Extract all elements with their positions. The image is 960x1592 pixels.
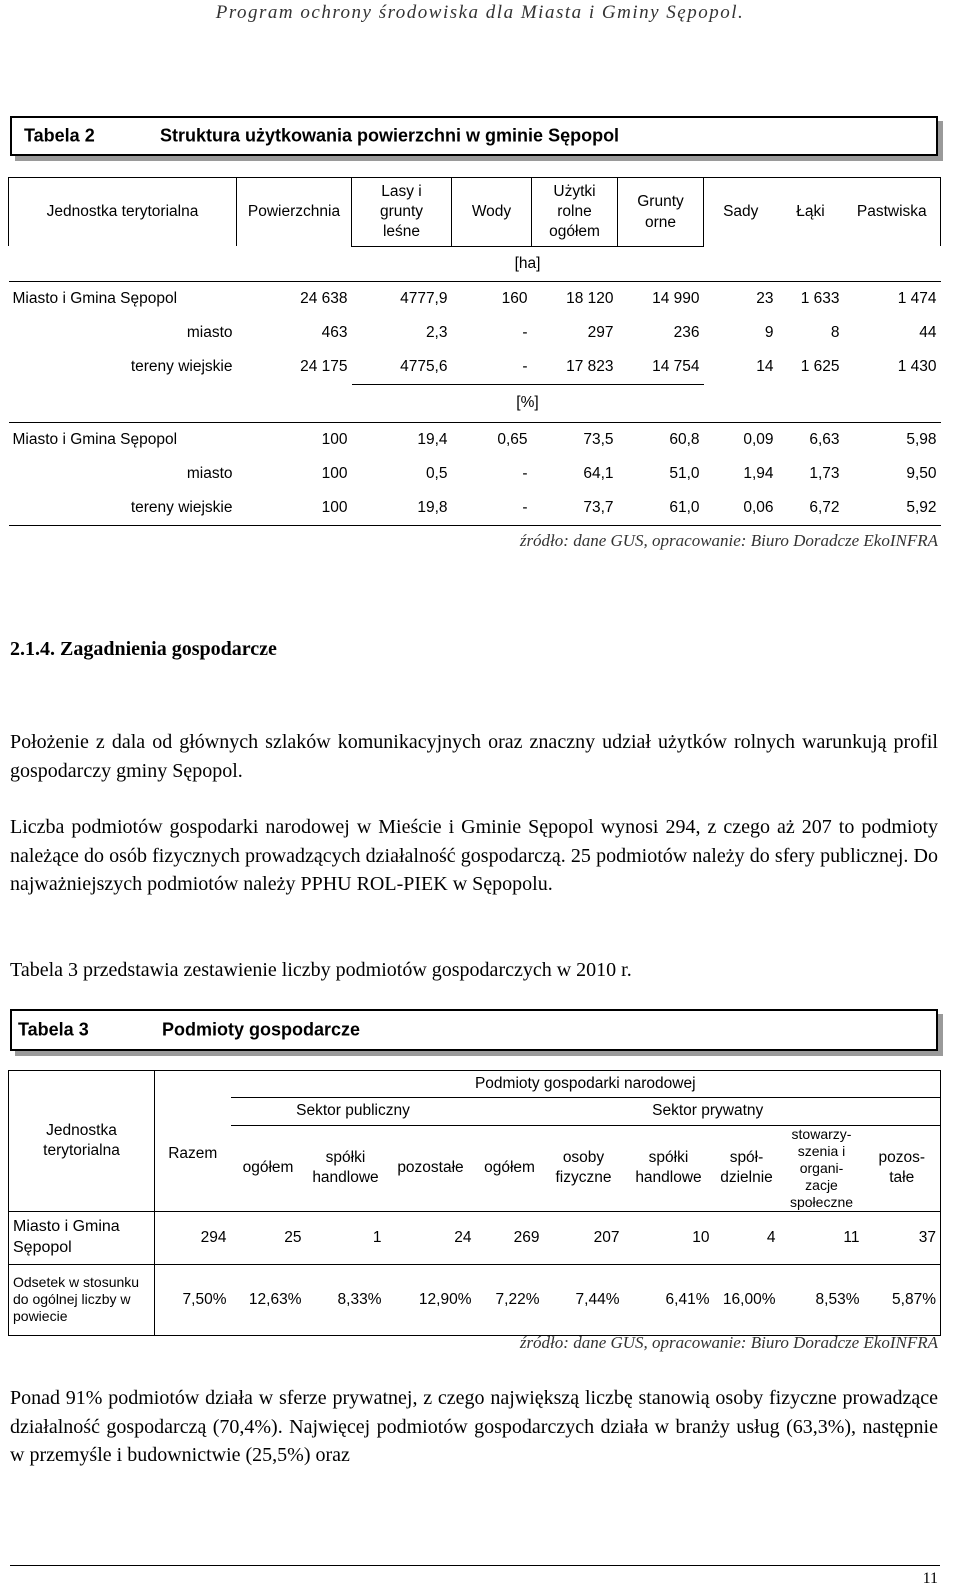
col-private-osoby: osoby fizyczne	[555, 1148, 612, 1186]
cell: 25	[284, 1228, 302, 1246]
cell: 1 633	[800, 289, 840, 307]
cell: 11	[843, 1228, 860, 1246]
cell: 9,50	[906, 465, 937, 482]
table2-unit-row-pct	[9, 384, 941, 423]
cell: 1 430	[897, 357, 937, 375]
table3-label: Tabela 3	[18, 1019, 89, 1040]
cell: 0,06	[743, 499, 774, 516]
col-public-pozostale: pozostałe	[397, 1158, 464, 1176]
table3-caption	[10, 1009, 938, 1051]
cell: 24	[454, 1228, 472, 1246]
paragraph-2: Liczba podmiotów gospodarki narodowej w Mieście i Gminie Sępopol wynosi 294, z czego aż 207 to podmioty należące do osób fizycznych prowadzących działalność gospodarczą. 25 podmiotów należy do sfery publicznej. Do najważniejszych podmiotów należy PPHU ROL-PIEK w Sępopolu.	[10, 816, 938, 895]
cell: 100	[321, 499, 348, 516]
table-row	[9, 281, 941, 316]
cell: 4	[766, 1228, 776, 1246]
table2-label: Tabela 2	[24, 125, 95, 146]
cell: 4775,6	[400, 357, 448, 375]
cell: 51,0	[669, 465, 700, 482]
table2-source: źródło: dane GUS, opracowanie: Biuro Doradcze EkoINFRA	[519, 531, 938, 550]
cell: 60,8	[669, 431, 700, 448]
table2-title: Struktura użytkowania powierzchni w gminie Sępopol	[160, 125, 620, 146]
cell: 100	[321, 465, 348, 482]
section-heading: 2.1.4. Zagadnienia gospodarcze	[10, 638, 277, 660]
row-label: tereny wiejskie	[130, 499, 233, 516]
cell: 61,0	[669, 499, 700, 516]
row-label: Miasto i Gmina Sępopol	[9, 1211, 155, 1264]
col-powierzchnia: Powierzchnia	[237, 178, 352, 247]
cell: -	[522, 323, 528, 341]
cell: 0,65	[497, 431, 528, 448]
cell: 6,63	[809, 431, 840, 448]
cell: 0,5	[425, 465, 448, 482]
group-public: Sektor publiczny	[231, 1097, 476, 1125]
footer-rule	[10, 1565, 940, 1566]
cell: 8,53%	[815, 1290, 860, 1308]
cell: 12,63%	[248, 1290, 302, 1308]
col-lasy-line3: leśne	[382, 222, 421, 240]
col-uzytki	[532, 178, 618, 247]
row-label: Miasto i Gmina Sępopol	[12, 289, 178, 307]
cell: 24 175	[300, 357, 348, 375]
group-private: Sektor prywatny	[476, 1097, 941, 1125]
col-sady: Sady	[704, 178, 778, 247]
cell: -	[522, 357, 528, 375]
col-uzytki-line2: rolne	[557, 202, 592, 220]
table2-unit-row-ha	[9, 246, 941, 281]
col-private-spoldzielnie: spół-dzielnie	[720, 1148, 773, 1186]
col-pastwiska: Pastwiska	[844, 178, 941, 247]
cell: 160	[501, 289, 528, 307]
cell: 23	[756, 289, 774, 307]
cell: -	[522, 465, 528, 482]
cell: 8	[830, 323, 840, 341]
paragraph-3: Tabela 3 przedstawia zestawienie liczby podmiotów gospodarczych w 2010 r.	[10, 959, 632, 981]
cell: 5,87%	[892, 1290, 936, 1308]
cell: 463	[321, 323, 348, 341]
col-wody: Wody	[452, 178, 532, 247]
cell: 14 990	[652, 289, 700, 307]
cell: 5,92	[906, 499, 937, 516]
cell: -	[522, 499, 528, 516]
unit-pct: [%]	[352, 384, 704, 423]
cell: 207	[593, 1228, 620, 1246]
table-row	[9, 491, 941, 526]
page-number: 11	[922, 1570, 938, 1587]
col-jednostka: Jednostka terytorialna	[9, 178, 237, 247]
cell: 73,7	[583, 499, 614, 516]
group-podmioty: Podmioty gospodarki narodowej	[231, 1071, 941, 1098]
cell: 12,90%	[418, 1290, 472, 1308]
cell: 236	[673, 323, 700, 341]
col-uzytki-line3: ogółem	[549, 222, 600, 240]
table-row	[9, 423, 941, 458]
unit-ha: [ha]	[352, 246, 704, 281]
row-label: miasto	[186, 323, 233, 341]
table-row	[9, 316, 941, 350]
cell: 14	[756, 357, 774, 375]
col-laki: Łąki	[796, 203, 825, 220]
cell: 1 474	[897, 289, 937, 307]
cell: 73,5	[583, 431, 614, 448]
cell: 2,3	[425, 323, 448, 341]
cell: 1,94	[743, 465, 774, 482]
table2-header-row	[9, 178, 941, 247]
cell: 9	[764, 323, 774, 341]
cell: 19,8	[417, 499, 448, 516]
cell: 8,33%	[337, 1290, 382, 1308]
col-jednostka: Jednostka terytorialna	[9, 1071, 155, 1212]
table2	[8, 177, 941, 526]
col-uzytki-line1: Użytki	[553, 182, 596, 200]
cell: 44	[919, 323, 937, 341]
col-public-ogolem: ogółem	[242, 1158, 294, 1176]
cell: 24 638	[300, 289, 348, 307]
cell: 1 625	[800, 357, 840, 375]
table3	[8, 1070, 941, 1336]
row-label: Miasto i Gmina Sępopol	[12, 431, 178, 448]
cell: 19,4	[417, 431, 448, 448]
cell: 294	[200, 1228, 227, 1246]
row-label: Odsetek w stosunku do ogólnej liczby w powiecie	[9, 1264, 155, 1335]
cell: 0,09	[743, 431, 774, 448]
cell: 16,00%	[722, 1290, 776, 1308]
cell: 14 754	[652, 357, 700, 375]
page-header: Program ochrony środowiska dla Miasta i Gminy Sępopol.	[215, 2, 745, 23]
cell: 7,22%	[495, 1290, 540, 1308]
table-row	[9, 1264, 941, 1335]
paragraph-1: Położenie z dala od głównych szlaków komunikacyjnych oraz znaczny udział użytków rolnych warunkują profil gospodarczy gminy Sępopol.	[10, 731, 938, 782]
col-razem: Razem	[168, 1144, 218, 1162]
col-grunty	[618, 178, 704, 247]
table3-title: Podmioty gospodarcze	[162, 1019, 361, 1040]
col-private-stowarzyszenia: stowarzy-szenia i organi-zacje społeczne	[789, 1125, 854, 1210]
col-private-spolki: spółki handlowe	[635, 1148, 702, 1186]
row-label: tereny wiejskie	[130, 357, 233, 375]
cell: 4777,9	[400, 289, 448, 307]
col-lasy	[352, 178, 452, 247]
col-private-pozostale: pozos-tałe	[878, 1148, 926, 1186]
cell: 17 823	[566, 357, 614, 375]
table3-header-row-1	[9, 1071, 941, 1098]
cell: 100	[321, 431, 348, 448]
col-lasy-line2: grunty	[379, 202, 424, 220]
col-public-spolki: spółki handlowe	[312, 1148, 379, 1186]
table2-caption	[10, 116, 938, 156]
cell: 6,41%	[665, 1290, 710, 1308]
table-row	[9, 457, 941, 491]
cell: 7,44%	[575, 1290, 620, 1308]
col-private-ogolem: ogółem	[484, 1158, 535, 1176]
cell: 64,1	[583, 465, 614, 482]
cell: 5,98	[906, 431, 937, 448]
cell: 1	[372, 1228, 382, 1246]
col-grunty-line2: orne	[644, 213, 677, 231]
table-row	[9, 1211, 941, 1264]
table3-source: źródło: dane GUS, opracowanie: Biuro Doradcze EkoINFRA	[519, 1333, 938, 1352]
cell: 7,50%	[182, 1290, 227, 1308]
cell: 1,73	[809, 465, 840, 482]
table-row	[9, 350, 941, 385]
row-label: miasto	[186, 465, 233, 482]
closing-paragraph: Ponad 91% podmiotów działa w sferze prywatnej, z czego największą liczbę stanowią osoby fizyczne prowadzące działalność gospodarczą (70,4%). Najwięcej podmiotów gospodarczych działa w branży usług (63,3%), następnie w przemyśle i budownictwie (25,5%) oraz	[10, 1387, 938, 1466]
cell: 6,72	[809, 499, 840, 516]
cell: 37	[918, 1228, 936, 1246]
col-lasy-line1: Lasy i	[381, 182, 422, 200]
cell: 297	[587, 323, 614, 341]
cell: 269	[513, 1228, 540, 1246]
cell: 10	[692, 1228, 710, 1246]
cell: 18 120	[566, 289, 614, 307]
col-grunty-line1: Grunty	[637, 192, 684, 210]
